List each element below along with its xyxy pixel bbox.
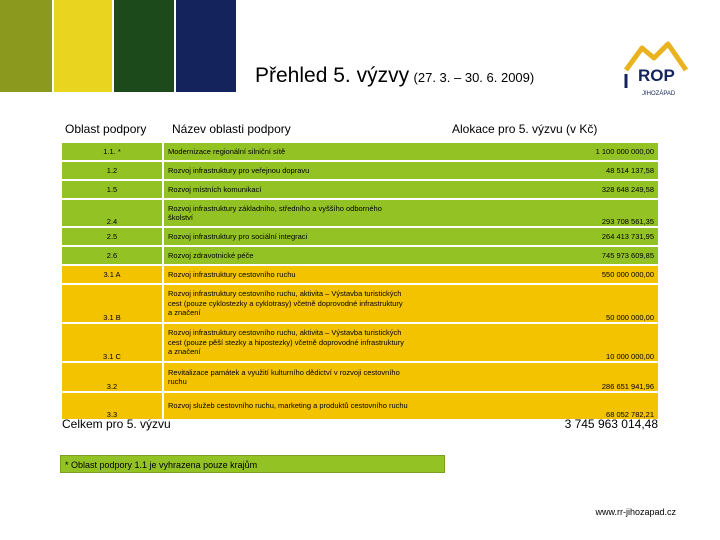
logo-text: ROP xyxy=(638,66,675,85)
decor-block-navy xyxy=(176,0,236,92)
row-amount: 745 973 609,85 xyxy=(412,247,658,264)
table-row xyxy=(62,266,658,283)
row-amount: 293 708 561,35 xyxy=(412,200,658,226)
row-name: Rozvoj infrastruktury cestovního ruchu, aktivita – Výstavba turistických cest (pouze cyklostezky a cyklotrasy) včetně doprovodné infrastruktury a značení xyxy=(162,285,412,322)
logo-icon xyxy=(620,40,692,100)
logo-subtext: JIHOZÁPAD xyxy=(642,91,676,97)
table-row xyxy=(62,363,658,391)
row-amount: 50 000 000,00 xyxy=(412,285,658,322)
row-name: Rozvoj infrastruktury pro sociální integraci xyxy=(162,228,412,245)
decor-block-darkgreen xyxy=(114,0,174,92)
row-name: Rozvoj infrastruktury základního, středního a vyššího odborného školství xyxy=(162,200,412,226)
allocation-table xyxy=(62,141,658,421)
row-amount: 68 052 782,21 xyxy=(412,393,658,419)
row-code: 3.2 xyxy=(62,363,162,391)
row-name: Rozvoj zdravotnické péče xyxy=(162,247,412,264)
row-amount: 1 100 000 000,00 xyxy=(412,143,658,160)
row-code: 1.2 xyxy=(62,162,162,179)
table-row xyxy=(62,324,658,361)
row-name: Revitalizace památek a využití kulturního dědictví v rozvoji cestovního ruchu xyxy=(162,363,412,391)
table-row xyxy=(62,200,658,226)
row-code: 2.6 xyxy=(62,247,162,264)
row-code: 3.1 A xyxy=(62,266,162,283)
title-dates: (27. 3. – 30. 6. 2009) xyxy=(413,70,535,85)
col-header-allocation: Alokace pro 5. výzvu (v Kč) xyxy=(452,122,598,136)
page-title xyxy=(255,64,534,88)
row-name: Modernizace regionální silniční sítě xyxy=(162,143,412,160)
col-header-name: Název oblasti podpory xyxy=(172,122,291,136)
row-code: 2.5 xyxy=(62,228,162,245)
title-main: Přehled 5. výzvy xyxy=(255,64,410,87)
row-amount: 10 000 000,00 xyxy=(412,324,658,361)
row-amount: 286 651 941,96 xyxy=(412,363,658,391)
table-row xyxy=(62,247,658,264)
row-code: 3.3 xyxy=(62,393,162,419)
row-amount: 328 648 249,58 xyxy=(412,181,658,198)
row-amount: 48 514 137,58 xyxy=(412,162,658,179)
row-code: 1.1. * xyxy=(62,143,162,160)
row-name: Rozvoj infrastruktury cestovního ruchu, aktivita – Výstavba turistických cest (pouze pěší stezky a hipostezky) včetně doprovodné infrastruktury a značení xyxy=(162,324,412,361)
table-row xyxy=(62,162,658,179)
table-row xyxy=(62,228,658,245)
table-row xyxy=(62,285,658,322)
row-amount: 264 413 731,95 xyxy=(412,228,658,245)
row-name: Rozvoj infrastruktury cestovního ruchu xyxy=(162,266,412,283)
footer-url[interactable]: www.rr-jihozapad.cz xyxy=(595,507,676,517)
row-name: Rozvoj místních komunikací xyxy=(162,181,412,198)
decor-block-olive xyxy=(0,0,52,92)
table-row xyxy=(62,393,658,419)
table-row xyxy=(62,181,658,198)
footnote: * Oblast podpory 1.1 je vyhrazena pouze krajům xyxy=(60,455,445,473)
row-code: 1.5 xyxy=(62,181,162,198)
row-amount: 550 000 000,00 xyxy=(412,266,658,283)
decor-block-yellow xyxy=(54,0,112,92)
total-label: Celkem pro 5. výzvu xyxy=(62,417,171,431)
row-code: 3.1 C xyxy=(62,324,162,361)
row-name: Rozvoj infrastruktury pro veřejnou dopravu xyxy=(162,162,412,179)
col-header-area: Oblast podpory xyxy=(65,122,147,136)
row-code: 2.4 xyxy=(62,200,162,226)
row-code: 3.1 B xyxy=(62,285,162,322)
table-row xyxy=(62,143,658,160)
row-name: Rozvoj služeb cestovního ruchu, marketing a produktů cestovního ruchu xyxy=(162,393,412,419)
total-value: 3 745 963 014,48 xyxy=(564,417,658,431)
rop-logo xyxy=(620,40,692,100)
